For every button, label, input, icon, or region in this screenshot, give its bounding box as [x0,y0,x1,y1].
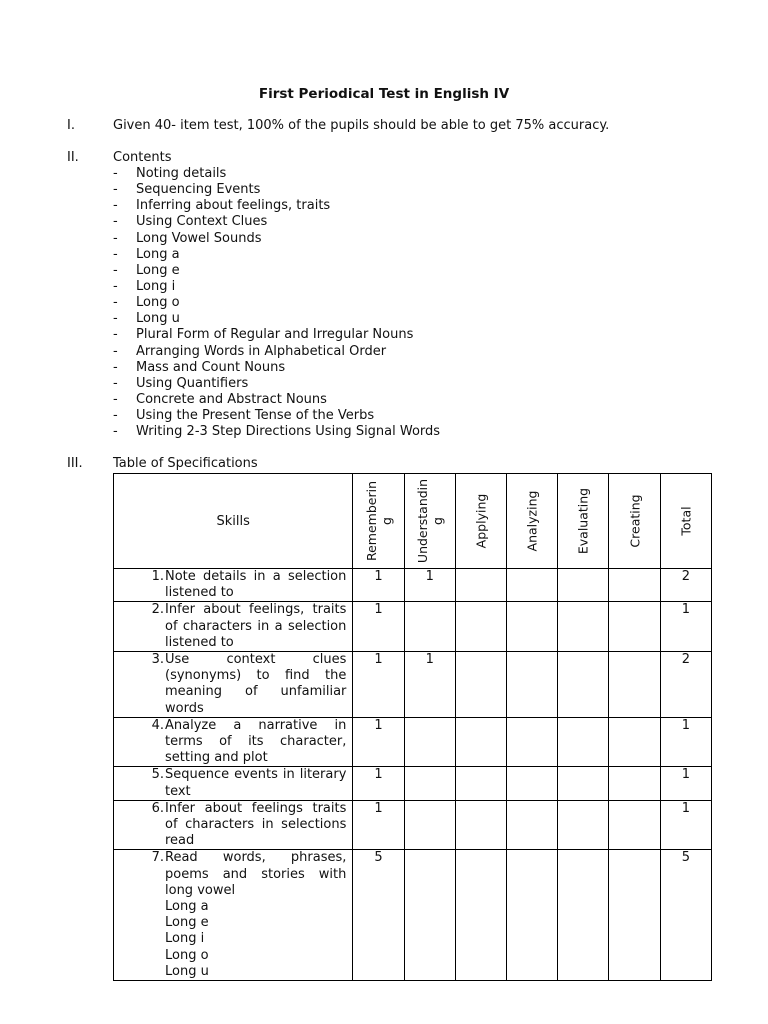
skill-sub-item: Long a [165,899,209,915]
table-row [114,800,712,850]
contents-item-text: Long u [136,311,180,327]
value-cell [404,767,455,800]
document-title: First Periodical Test in English IV [258,86,510,102]
skill-text: Infer about feelings traits of characters in selections read [165,800,347,849]
skill-number: 5. [151,767,164,783]
table-row [114,569,712,602]
skill-number: 6. [151,800,164,816]
value-cell: 1 [660,800,711,850]
skill-cell [114,767,353,800]
value-cell [507,717,558,767]
skill-sub-item: Long i [165,931,205,947]
skill-text: Note details in a selection listened to [165,569,347,601]
value-cell: 1 [660,602,711,652]
skill-cell [114,717,353,767]
contents-item-text: Writing 2-3 Step Directions Using Signal Words [136,424,441,440]
skill-text: Read words, phrases, poems and stories with long vowel [165,850,347,898]
skill-cell [114,602,353,652]
skill-text: Infer about feelings, traits of characters in a selection listened to [165,602,347,650]
value-cell [558,850,609,981]
skill-cell [114,800,353,850]
value-cell [507,767,558,800]
skill-number: 3. [151,652,164,668]
value-cell [507,602,558,652]
list-dash: - [113,375,118,391]
table-body [114,569,712,981]
skill-number: 7. [151,850,164,866]
table-header-row [114,474,712,569]
header-creating [609,474,660,569]
contents-item [113,279,440,295]
value-cell [507,652,558,718]
contents-item-text: Using Context Clues [136,214,268,230]
value-cell [404,850,455,981]
value-cell [455,602,506,652]
value-cell [609,602,660,652]
value-cell [609,850,660,981]
value-cell [609,652,660,718]
list-dash: - [113,198,118,214]
skills-header: Skills [114,474,353,569]
skill-number: 2. [151,602,164,618]
value-cell [558,652,609,718]
value-cell: 1 [660,717,711,767]
header-evaluating-label: Evaluating [575,487,591,555]
header-remembering-label: Rememberin g [363,480,394,562]
header-understanding-label: Understandin g [414,478,445,564]
contents-item [113,424,440,440]
skill-text: Use context clues (synonyms) to find the meaning of unfamiliar words [165,652,347,716]
section-2-heading: Contents [113,150,172,165]
value-cell [558,767,609,800]
contents-item-text: Long Vowel Sounds [136,230,262,246]
skill-sub-item: Long o [165,947,209,963]
value-cell [558,717,609,767]
value-cell [455,652,506,718]
header-total [660,474,711,569]
list-dash: - [113,295,118,311]
list-dash: - [113,166,118,181]
contents-item-text: Long o [136,295,180,311]
skill-sub-item: Long e [165,915,209,931]
value-cell [455,800,506,850]
contents-item-text: Using Quantifiers [136,375,249,391]
value-cell [609,717,660,767]
value-cell: 5 [660,850,711,981]
contents-item-text: Plural Form of Regular and Irregular Nouns [136,327,414,343]
section-3-number: III. [67,456,83,471]
list-dash: - [113,391,118,407]
list-dash: - [113,182,118,198]
value-cell [404,602,455,652]
header-applying-label: Applying [473,493,489,549]
header-applying [455,474,506,569]
section-1-text: Given 40- item test, 100% of the pupils should be able to get 75% accuracy. [113,118,610,133]
contents-item [113,295,440,311]
value-cell [507,800,558,850]
contents-list [113,166,440,440]
contents-item [113,344,440,360]
contents-item-text: Mass and Count Nouns [136,359,286,375]
value-cell [609,569,660,602]
header-analyzing-label: Analyzing [524,490,540,552]
list-dash: - [113,343,118,359]
table-row [114,850,712,981]
contents-item [113,182,440,198]
skill-number: 1. [151,569,164,584]
contents-item-text: Noting details [136,166,227,181]
table-row [114,717,712,767]
header-total-label: Total [678,506,694,536]
value-cell: 1 [353,602,404,652]
value-cell: 2 [660,652,711,718]
contents-item [113,214,440,230]
skill-cell [114,850,353,981]
skill-sub-item: Long u [165,963,209,979]
contents-item [113,360,440,376]
value-cell: 1 [353,767,404,800]
list-dash: - [113,278,118,294]
header-understanding [404,474,455,569]
list-dash: - [113,230,118,246]
contents-item-text: Inferring about feelings, traits [136,198,331,214]
section-2-number: II. [67,150,79,165]
contents-item-text: Concrete and Abstract Nouns [136,391,327,407]
header-evaluating [558,474,609,569]
table-of-specifications [113,473,712,981]
contents-item [113,247,440,263]
contents-item [113,231,440,247]
contents-item-text: Long e [136,262,180,278]
skill-cell [114,652,353,718]
list-dash: - [113,311,118,327]
header-creating-label: Creating [627,494,643,548]
contents-item [113,376,440,392]
contents-item-text: Arranging Words in Alphabetical Order [136,343,387,359]
header-analyzing [507,474,558,569]
value-cell: 1 [353,717,404,767]
list-dash: - [113,214,118,230]
value-cell: 1 [353,652,404,718]
value-cell [507,569,558,602]
value-cell: 2 [660,569,711,602]
list-dash: - [113,262,118,278]
contents-item [113,166,440,182]
value-cell: 1 [404,652,455,718]
contents-item [113,392,440,408]
contents-item [113,311,440,327]
skill-text: Analyze a narrative in terms of its character, setting and plot [165,717,347,766]
table-row [114,652,712,718]
section-3-heading: Table of Specifications [113,456,258,471]
contents-item [113,263,440,279]
table-row [114,602,712,652]
value-cell [455,767,506,800]
value-cell [455,569,506,602]
header-remembering [353,474,404,569]
value-cell [558,602,609,652]
skill-number: 4. [151,717,164,733]
value-cell: 1 [353,569,404,602]
list-dash: - [113,327,118,343]
value-cell [558,800,609,850]
list-dash: - [113,359,118,375]
value-cell [507,850,558,981]
value-cell [404,717,455,767]
value-cell [558,569,609,602]
contents-item-text: Using the Present Tense of the Verbs [136,408,375,424]
value-cell [404,800,455,850]
value-cell: 1 [404,569,455,602]
table-row [114,767,712,800]
value-cell [609,800,660,850]
value-cell: 5 [353,850,404,981]
value-cell [455,717,506,767]
contents-item [113,327,440,343]
list-dash: - [113,246,118,262]
value-cell [455,850,506,981]
skill-cell [114,569,353,602]
list-dash: - [113,408,118,424]
section-1-number: I. [67,118,75,133]
value-cell [609,767,660,800]
list-dash: - [113,424,118,440]
contents-item-text: Long i [136,278,176,294]
contents-item-text: Sequencing Events [136,182,261,198]
value-cell: 1 [353,800,404,850]
value-cell: 1 [660,767,711,800]
contents-item [113,198,440,214]
skill-text: Sequence events in literary text [165,767,347,799]
contents-item [113,408,440,424]
contents-item-text: Long a [136,246,180,262]
